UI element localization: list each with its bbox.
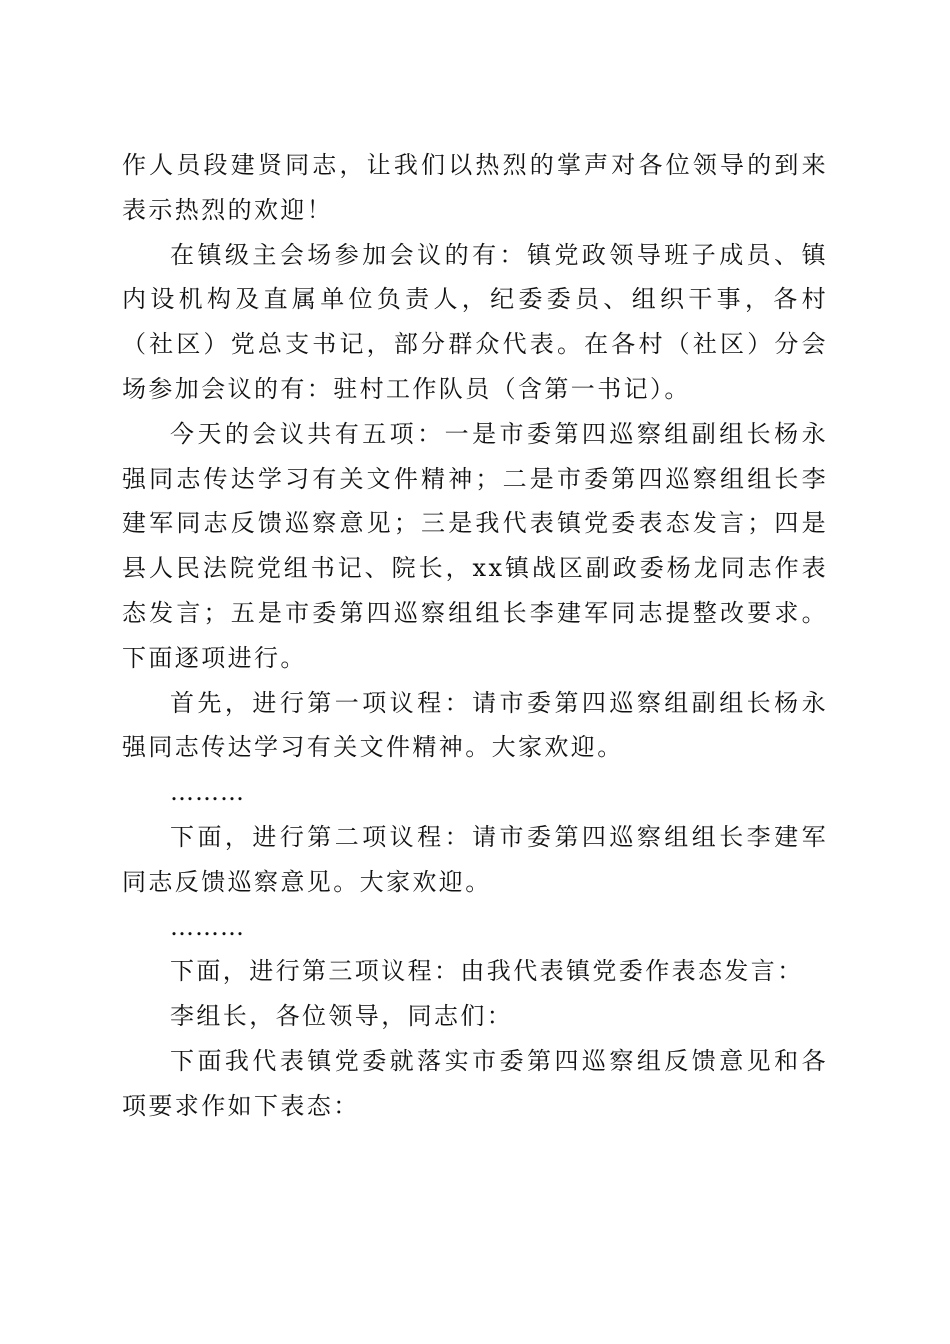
paragraph-agenda: 今天的会议共有五项：一是市委第四巡察组副组长杨永强同志传达学习有关文件精神；二是市委第四巡察组组长李建军同志反馈巡察意见；三是我代表镇党委表态发言；四是县人民法院党组书记、院长，xx镇战区副政委杨龙同志作表态发言；五是市委第四巡察组组长李建军同志提整改要求。下面逐项进行。 [122, 419, 828, 672]
paragraph-item-three: 下面，进行第三项议程：由我代表镇党委作表态发言： [170, 957, 804, 986]
paragraph-attendees: 在镇级主会场参加会议的有：镇党政领导班子成员、镇内设机构及直属单位负责人，纪委委员、组织干事，各村（社区）党总支书记，部分群众代表。在各村（社区）分会场参加会议的有：驻村工作队员（含第一书记）。 [122, 240, 828, 403]
paragraph-item-one: 首先，进行第一项议程：请市委第四巡察组副组长杨永强同志传达学习有关文件精神。大家欢迎。 [122, 688, 828, 762]
ellipsis-one: ……… [170, 778, 245, 807]
document-page [122, 143, 828, 1129]
paragraph-salutation: 李组长，各位领导，同志们： [170, 1002, 514, 1031]
paragraph-welcome: 作人员段建贤同志，让我们以热烈的掌声对各位领导的到来表示热烈的欢迎！ [122, 151, 828, 224]
ellipsis-two: ……… [170, 912, 245, 941]
paragraph-statement-intro: 下面我代表镇党委就落实市委第四巡察组反馈意见和各项要求作如下表态： [122, 1046, 828, 1120]
paragraph-item-two: 下面，进行第二项议程：请市委第四巡察组组长李建军同志反馈巡察意见。大家欢迎。 [122, 822, 828, 896]
